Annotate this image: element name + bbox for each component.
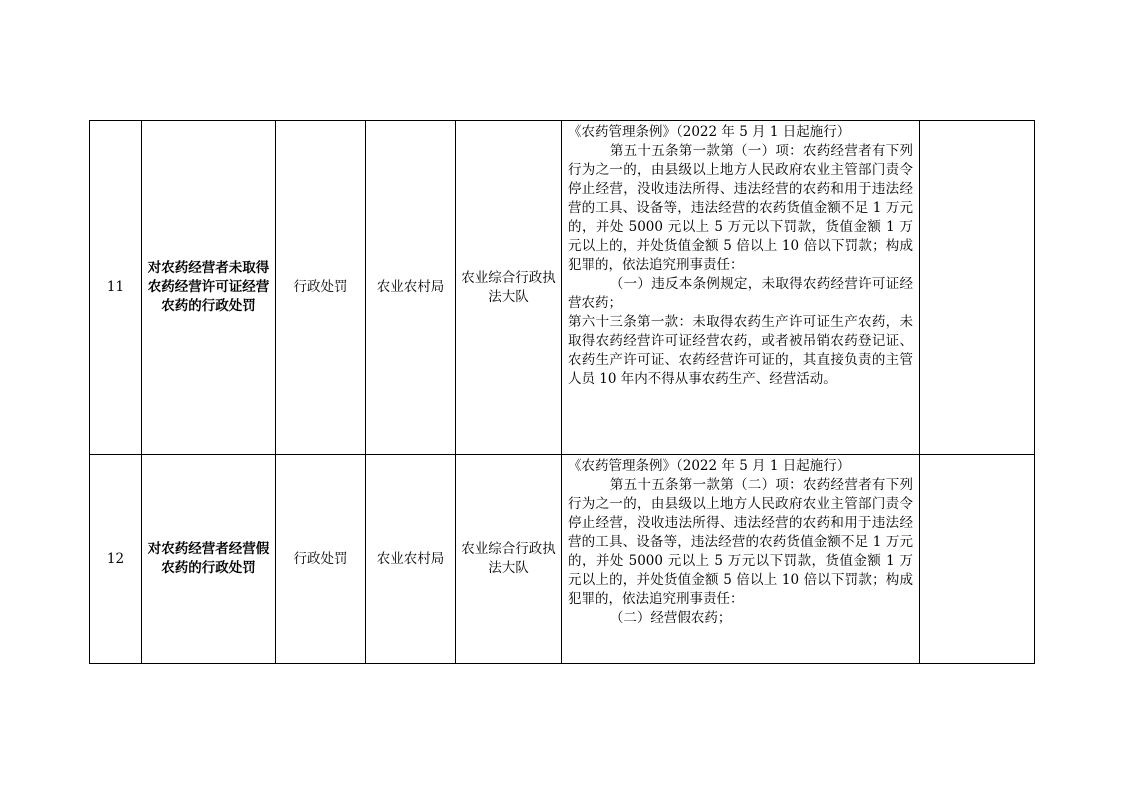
item-name: 对农药经营者经营假农药的行政处罚 <box>142 455 276 664</box>
row-number: 12 <box>90 455 142 664</box>
penalty-table <box>89 120 1035 664</box>
basis-paragraph: 第五十五条第一款第（二）项：农药经营者有下列行为之一的，由县级以上地方人民政府农业主管部门责令停止经营，没收违法所得、违法经营的农药和用于违法经营的工具、设备等，违法经营的农药货值金额不足 1 万元的，并处 5000 元以上 5 万元以下罚款，货值金额 1 万元以上的，并处货值金额 5 倍以上 10 倍以下罚款；构成犯罪的，依法追究刑事责任： <box>568 477 913 607</box>
remark-cell <box>920 121 1035 455</box>
basis-paragraph: 第五十五条第一款第（一）项：农药经营者有下列行为之一的，由县级以上地方人民政府农业主管部门责令停止经营，没收违法所得、违法经营的农药和用于违法经营的工具、设备等，违法经营的农药货值金额不足 1 万元的，并处 5000 元以上 5 万元以下罚款，货值金额 1 万元以上的，并处货值金额 5 倍以上 10 倍以下罚款；构成犯罪的，依法追究刑事责任： <box>568 143 913 273</box>
basis-paragraph: （一）违反本条例规定，未取得农药经营许可证经营农药； <box>568 276 913 311</box>
department: 农业农村局 <box>366 121 456 455</box>
basis-paragraph: （二）经营假农药； <box>609 610 732 626</box>
row-number: 11 <box>90 121 142 455</box>
power-type: 行政处罚 <box>276 455 366 664</box>
legal-basis <box>562 455 920 664</box>
enforcement-unit: 农业综合行政执法大队 <box>456 455 562 664</box>
remark-cell <box>920 455 1035 664</box>
item-name: 对农药经营者未取得农药经营许可证经营农药的行政处罚 <box>142 121 276 455</box>
table-row <box>90 121 1035 455</box>
basis-paragraph: 第六十三条第一款：未取得农药生产许可证生产农药，未取得农药经营许可证经营农药，或者被吊销农药登记证、农药生产许可证、农药经营许可证的，其直接负责的主管人员 10 年内不得从事农药生产、经营活动。 <box>568 314 913 387</box>
basis-title: 《农药管理条例》（2022 年 5 月 1 日起施行） <box>568 124 851 140</box>
legal-basis <box>562 121 920 455</box>
department: 农业农村局 <box>366 455 456 664</box>
table-row <box>90 455 1035 664</box>
basis-title: 《农药管理条例》（2022 年 5 月 1 日起施行） <box>568 458 851 474</box>
enforcement-unit: 农业综合行政执法大队 <box>456 121 562 455</box>
power-type: 行政处罚 <box>276 121 366 455</box>
